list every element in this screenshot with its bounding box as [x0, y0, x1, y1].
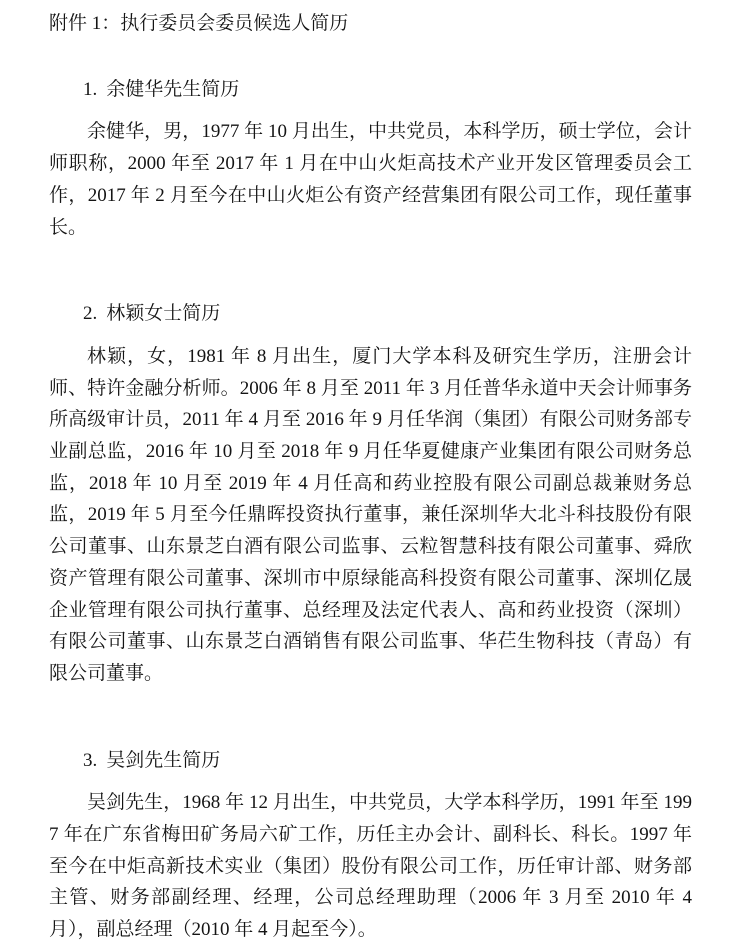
section-number: 3.: [83, 749, 98, 771]
resume-section-2: [49, 298, 692, 689]
resume-section-1: [49, 74, 692, 244]
section-heading-text: 余健华先生简历: [106, 78, 240, 100]
section-heading-3: [83, 745, 692, 777]
resume-section-3: [49, 745, 692, 946]
section-heading-2: [83, 298, 692, 330]
section-number: 2.: [83, 303, 98, 325]
section-heading-1: [83, 74, 692, 106]
section-number: 1.: [83, 78, 98, 100]
document-title: 附件 1：执行委员会委员候选人简历: [49, 13, 349, 34]
bio-paragraph-3: 吴剑先生，1968 年 12 月出生，中共党员，大学本科学历，1991 年至 1997 年在广东省梅田矿务局六矿工作，历任主办会计、副科长、科长。1997 年至今在中炬高新技术实业（集团）股份有限公司工作，历任审计部、财务部主管、财务部副经理、经理，公司总经理助理（2006 年 3 月至 2010 年 4 月），副总经理（2010 年 4 月起至今）。: [49, 792, 692, 941]
section-heading-text: 吴剑先生简历: [106, 749, 221, 771]
bio-paragraph-2: 林颖，女，1981 年 8 月出生，厦门大学本科及研究生学历，注册会计师、特许金融分析师。2006 年 8 月至 2011 年 3 月任普华永道中天会计师事务所高级审计员，2011 年 4 月至 2016 年 9 月任华润（集团）有限公司财务部专业副总监，2016 年 10 月至 2018 年 9 月任华夏健康产业集团有限公司财务总监，2018 年 10 月至 2019 年 4 月任高和药业控股有限公司副总裁兼财务总监，2019 年 5 月至今任鼎晖投资执行董事，兼任深圳华大北斗科技股份有限公司董事、山东景芝白酒有限公司监事、云粒智慧科技有限公司董事、舜欣资产管理有限公司董事、深圳市中原绿能高科投资有限公司董事、深圳亿晟企业管理有限公司执行董事、总经理及法定代表人、高和药业投资（深圳）有限公司董事、山东景芝白酒销售有限公司监事、华芢生物科技（青岛）有限公司董事。: [49, 345, 692, 684]
section-heading-text: 林颖女士简历: [106, 303, 221, 325]
bio-paragraph-1: 余健华，男，1977 年 10 月出生，中共党员，本科学历，硕士学位，会计师职称，2000 年至 2017 年 1 月在中山火炬高技术产业开发区管理委员会工作，2017 年 2 月至今在中山火炬公有资产经营集团有限公司工作，现任董事长。: [49, 121, 692, 238]
